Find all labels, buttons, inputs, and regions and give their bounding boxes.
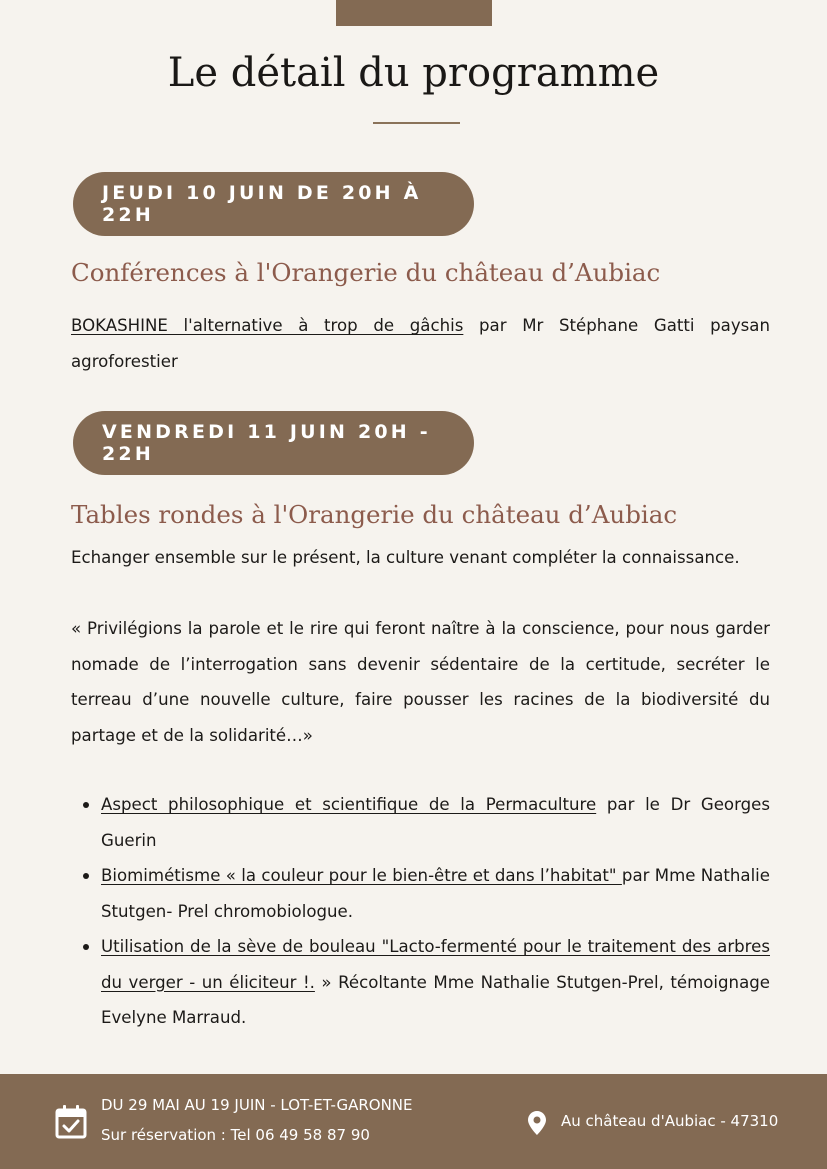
- page-title: Le détail du programme: [167, 50, 660, 96]
- date-badge-day1: JEUDI 10 JUIN DE 20H À 22H: [73, 172, 474, 236]
- talk-link[interactable]: Aspect philosophique et scientifique de la Permaculture: [101, 795, 597, 814]
- talk-list: [101, 787, 770, 1036]
- section-heading-tables-rondes: Tables rondes à l'Orangerie du château d’Aubiac: [71, 500, 678, 529]
- section-heading-conferences: Conférences à l'Orangerie du château d’Aubiac: [71, 258, 661, 287]
- intro-paragraph: Echanger ensemble sur le présent, la culture venant compléter la connaissance.: [71, 548, 740, 567]
- talk-link[interactable]: Biomimétisme « la couleur pour le bien-être et dans l’habitat": [101, 866, 622, 885]
- list-item: [101, 858, 770, 929]
- conference-talk-link[interactable]: BOKASHINE l'alternative à trop de gâchis: [71, 316, 464, 335]
- list-item: [101, 787, 770, 858]
- footer-location: Au château d'Aubiac - 47310: [561, 1112, 779, 1130]
- conference-talk: [71, 308, 770, 379]
- calendar-check-icon: [55, 1104, 87, 1140]
- footer-bar: [0, 1074, 827, 1169]
- top-tab-decoration: [336, 0, 492, 26]
- footer-dates: DU 29 MAI AU 19 JUIN - LOT-ET-GARONNE: [101, 1096, 413, 1114]
- talk-speaker: par le Dr Georges Guerin: [101, 795, 770, 850]
- date-badge-day2: VENDREDI 11 JUIN 20H - 22H: [73, 411, 474, 475]
- map-pin-icon: [528, 1111, 546, 1135]
- talk-speaker: » Récoltante Mme Nathalie Stutgen-Prel, témoignage Evelyne Marraud.: [101, 972, 770, 1027]
- footer-booking: Sur réservation : Tel 06 49 58 87 90: [101, 1126, 370, 1144]
- title-divider: [373, 122, 460, 124]
- talk-speaker: par Mme Nathalie Stutgen- Prel chromobiologue.: [101, 866, 771, 921]
- quote-paragraph: « Privilégions la parole et le rire qui feront naître à la conscience, pour nous garder nomade de l’interrogation sans devenir sédentaire de la certitude, secréter le terreau d’une nouvelle culture, faire pousser les racines de la biodiversité du partage et de la solidarité…»: [71, 619, 770, 745]
- conference-talk-speaker: par Mr Stéphane Gatti paysan agroforestier: [71, 316, 770, 371]
- talk-link[interactable]: Utilisation de la sève de bouleau "Lacto-fermenté pour le traitement des arbres du verger - un éliciteur !.: [101, 937, 770, 992]
- list-item: [101, 929, 770, 1036]
